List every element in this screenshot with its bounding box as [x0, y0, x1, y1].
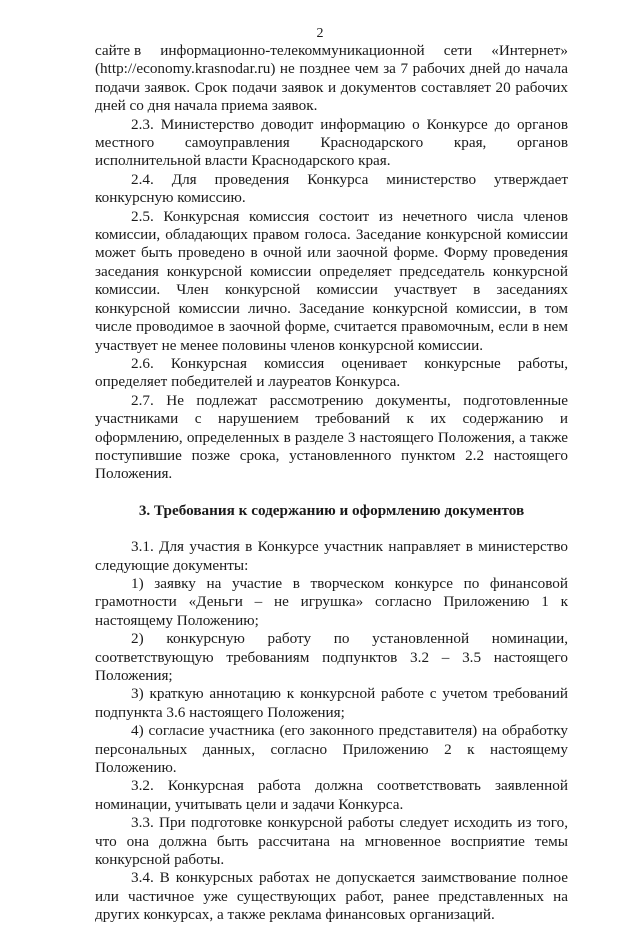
first-line-word: информационно-телекоммуникационной	[160, 42, 425, 59]
paragraph-2-6: 2.6. Конкурсная комиссия оценивает конкурсные работы, определяет победителей и лауреатов Конкурса.	[95, 354, 568, 391]
first-line-word: сети	[443, 42, 473, 59]
list-item-1: 1) заявку на участие в творческом конкурсе по финансовой грамотности «Деньги – не игрушка» согласно Приложению 1 к настоящему Положению;	[95, 574, 568, 629]
document-body	[95, 42, 568, 925]
paragraph: (http://economy.krasnodar.ru) не позднее чем за 7 рабочих дней до начала подачи заявок. Срок подачи заявок и документов составляет 20 рабочих дней со дня начала приема заявок.	[95, 60, 568, 115]
paragraph-3-4: 3.4. В конкурсных работах не допускается заимствование полное или частичное уже существующих работ, ранее представленных на других конкурсах, а также реклама финансовых организаций.	[95, 869, 568, 924]
paragraph-2-7: 2.7. Не подлежат рассмотрению документы, подготовленные участниками с нарушением требований к их содержанию и оформлению, определенных в разделе 3 настоящего Положения, а также поступившие позже срока, установленного пунктом 2.2 настоящего Положения.	[95, 391, 568, 483]
paragraph-3-2: 3.2. Конкурсная работа должна соответствовать заявленной номинации, учитывать цели и задачи Конкурса.	[95, 777, 568, 813]
section-heading: 3. Требования к содержанию и оформлению документов	[138, 501, 525, 519]
paragraph-2-3: 2.3. Министерство доводит информацию о Конкурсе до органов местного самоуправления Краснодарского края, органов исполнительной власти Краснодарского края.	[95, 115, 568, 170]
page-number: 2	[316, 26, 324, 41]
first-line-word: сайте в	[95, 42, 142, 59]
paragraph-2-5: 2.5. Конкурсная комиссия состоит из нечетного числа членов комиссии, обладающих правом голоса. Заседание конкурсной комиссии может быть проведено в очной или заочной форме. Форму проведения заседания конкурсной комиссии определяет председатель конкурсной комиссии. Член конкурсной комиссии участвует в заседаниях конкурсной комиссии лично. Заседание конкурсной комиссии, в том числе проводимое в заочной форме, считается правомочным, если в нем участвует не менее половины членов конкурсной комиссии.	[95, 207, 568, 354]
paragraph-3-3: 3.3. При подготовке конкурсной работы следует исходить из того, что она должна быть рассчитана на мгновенное восприятие темы конкурсной работы.	[95, 814, 568, 869]
list-item-4: 4) согласие участника (его законного представителя) на обработку персональных данных, согласно Приложению 2 к настоящему Положению.	[95, 722, 568, 777]
paragraph-3-1: 3.1. Для участия в Конкурсе участник направляет в министерство следующие документы:	[95, 538, 568, 574]
list-item-2: 2) конкурсную работу по установленной номинации, соответствующую требованиям подпунктов 3.2 – 3.5 настоящего Положения;	[95, 630, 568, 684]
paragraph-2-4: 2.4. Для проведения Конкурса министерство утверждает конкурсную комиссию.	[95, 170, 568, 207]
continuation-line	[95, 42, 568, 60]
list-item-3: 3) краткую аннотацию к конкурсной работе с учетом требований подпункта 3.6 настоящего Положения;	[95, 685, 568, 721]
first-line-word: «Интернет»	[491, 42, 568, 59]
